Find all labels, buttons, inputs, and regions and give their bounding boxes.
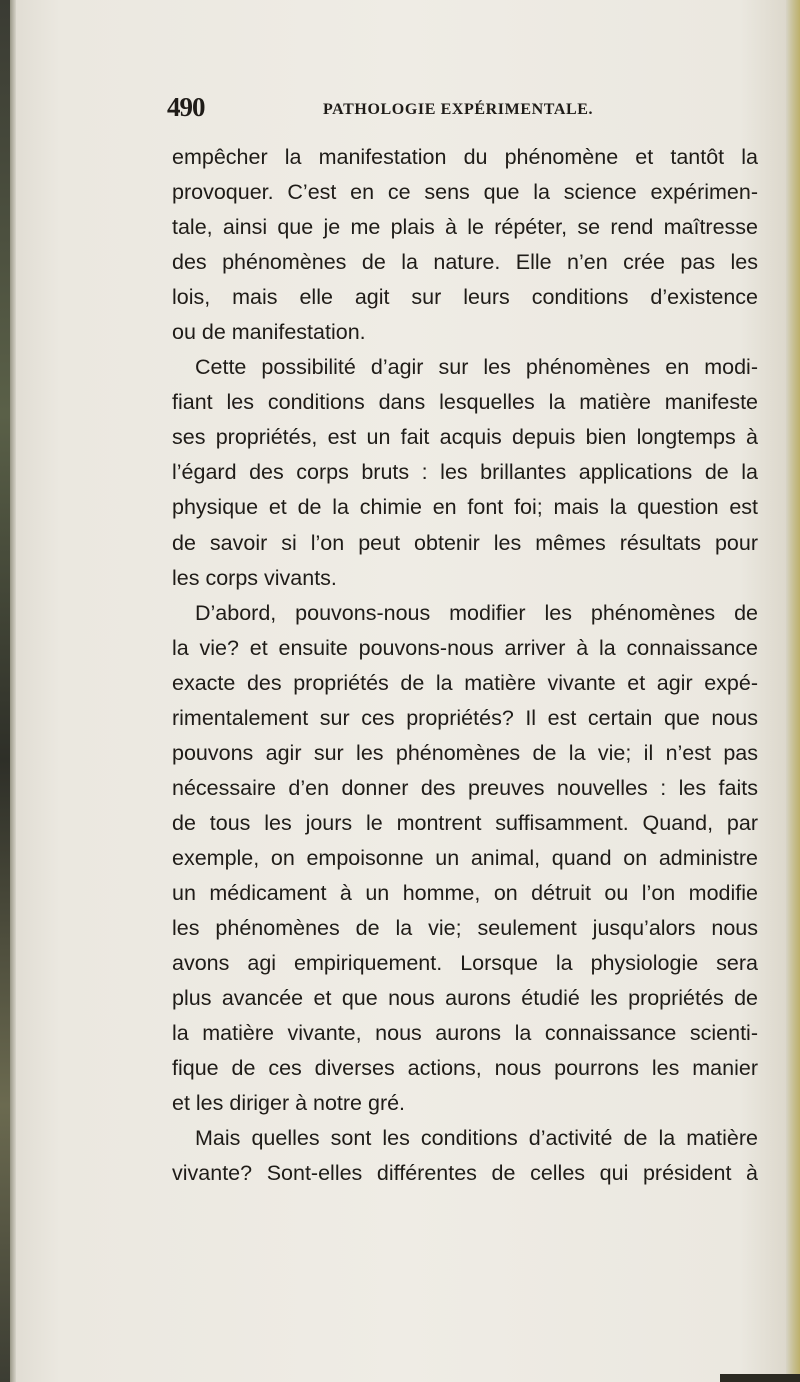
text-line: la matière vivante, nous aurons la connaissance scienti- [172,1021,758,1046]
text-line: fiant les conditions dans lesquelles la matière manifeste [172,390,758,415]
text-line: Cette possibilité d’agir sur les phénomènes en modi- [195,355,758,380]
text-line: les phénomènes de la vie; seulement jusqu’alors nous [172,916,758,941]
running-title: PATHOLOGIE EXPÉRIMENTALE. [323,101,594,118]
page-number: 490 [167,92,205,122]
page-edge [786,0,800,1382]
text-line: des phénomènes de la nature. Elle n’en crée pas les [172,250,758,275]
text-line: empêcher la manifestation du phénomène et tantôt la [172,145,758,169]
text-line: D’abord, pouvons-nous modifier les phénomènes de [195,600,758,625]
text-line: Mais quelles sont les conditions d’activité de la matière [195,1126,758,1151]
text-line: avons agi empiriquement. Lorsque la physiologie sera [172,951,758,976]
text-line: rimentalement sur ces propriétés? Il est certain que nous [172,705,758,730]
text-line: exacte des propriétés de la matière vivante et agir expé- [172,670,758,695]
text-line: fique de ces diverses actions, nous pourrons les manier [172,1056,758,1081]
text-line: pouvons agir sur les phénomènes de la vie; il n’est pas [172,740,758,765]
page-corner-shadow [720,1374,800,1382]
text-line: nécessaire d’en donner des preuves nouvelles : les faits [172,775,758,800]
text-line: et les diriger à notre gré. [172,1091,406,1116]
page-gutter [10,0,16,1382]
text-line: de savoir si l’on peut obtenir les mêmes résultats pour [172,530,758,555]
text-line: exemple, on empoisonne un animal, quand on administre [172,845,758,870]
text-line: lois, mais elle agit sur leurs conditions d’existence [172,285,758,310]
text-line: un médicament à un homme, on détruit ou l’on modifie [172,880,758,905]
text-line: vivante? Sont-elles différentes de celles qui président à [172,1161,758,1186]
page-header [167,92,767,132]
text-line: physique et de la chimie en font foi; mais la question est [172,495,758,520]
text-line: la vie? et ensuite pouvons-nous arriver à la connaissance [172,635,758,660]
text-line: tale, ainsi que je me plais à le répéter, se rend maîtresse [172,215,758,240]
book-spine [0,0,10,1382]
text-line: l’égard des corps bruts : les brillantes applications de la [172,460,758,485]
text-line: de tous les jours le montrent suffisamment. Quand, par [172,810,758,835]
text-line: ses propriétés, est un fait acquis depuis bien longtemps à [172,425,758,450]
text-line: provoquer. C’est en ce sens que la science expérimen- [172,180,758,205]
text-line: ou de manifestation. [172,320,366,345]
body-text [172,140,758,1191]
text-line: les corps vivants. [172,565,337,590]
text-line: plus avancée et que nous aurons étudié les propriétés de [172,986,758,1011]
